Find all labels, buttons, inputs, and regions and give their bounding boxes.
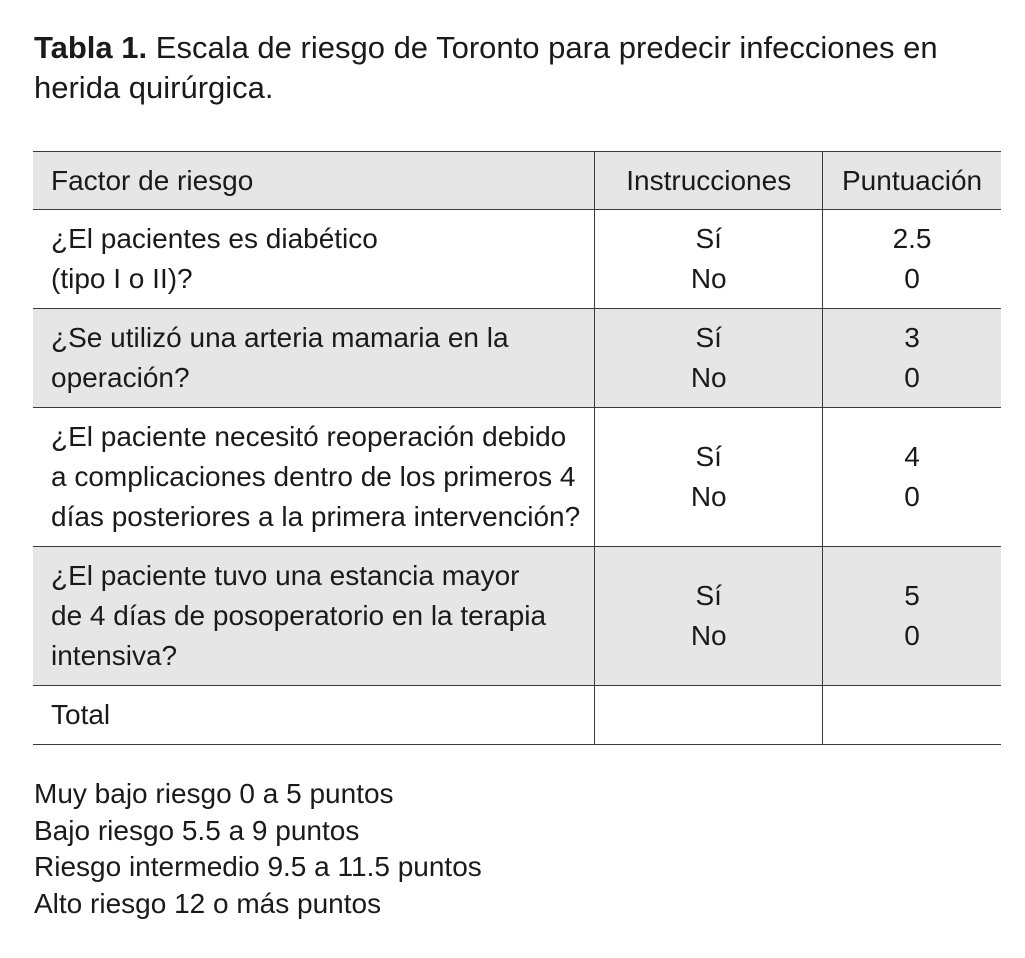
caption-label: Tabla 1.: [34, 30, 148, 65]
instruction-no: No: [690, 263, 727, 294]
header-score: Puntuación: [823, 152, 1001, 210]
instructions-cell: [595, 547, 823, 686]
score-cell: [823, 408, 1001, 547]
score-no: 0: [904, 481, 920, 512]
factor-line: ¿Se utilizó una arteria mamaria en la: [51, 322, 509, 353]
total-score-cell: [823, 686, 1001, 745]
factor-line: intensiva?: [51, 640, 178, 671]
score-yes: 2.5: [892, 223, 932, 254]
factor-cell: [33, 408, 595, 547]
score-yes: 5: [904, 580, 920, 611]
factor-line: ¿El pacientes es diabético: [51, 223, 378, 254]
table-caption: [34, 28, 1009, 108]
factor-cell: [33, 309, 595, 408]
instructions-cell: [595, 210, 823, 309]
instruction-yes: Sí: [695, 322, 722, 353]
legend-item: Muy bajo riesgo 0 a 5 puntos: [34, 778, 394, 809]
instruction-no: No: [690, 481, 727, 512]
score-cell: [823, 210, 1001, 309]
score-cell: [823, 309, 1001, 408]
risk-legend: [34, 776, 482, 922]
factor-line: de 4 días de posoperatorio en la terapia: [51, 600, 547, 631]
caption-text: Escala de riesgo de Toronto para predecir infecciones en herida quirúrgica.: [34, 30, 938, 105]
total-instructions-cell: [595, 686, 823, 745]
toronto-risk-table: [33, 151, 1001, 745]
header-factor: Factor de riesgo: [51, 164, 254, 196]
score-yes: 4: [904, 441, 920, 472]
score-yes: 3: [904, 322, 920, 353]
total-label: Total: [51, 699, 111, 730]
table-row: [33, 210, 1001, 309]
instruction-yes: Sí: [695, 580, 722, 611]
table-row: [33, 547, 1001, 686]
instruction-yes: Sí: [695, 441, 722, 472]
instruction-no: No: [690, 620, 727, 651]
table-row: [33, 309, 1001, 408]
score-no: 0: [904, 263, 920, 294]
factor-line: (tipo I o II)?: [51, 263, 193, 294]
table-header-row: [33, 152, 1001, 210]
factor-line: ¿El paciente tuvo una estancia mayor: [51, 560, 520, 591]
factor-line: días posteriores a la primera intervención?: [51, 501, 581, 532]
instructions-cell: [595, 309, 823, 408]
factor-cell: [33, 547, 595, 686]
legend-item: Bajo riesgo 5.5 a 9 puntos: [34, 814, 360, 846]
instructions-cell: [595, 408, 823, 547]
legend-item: Alto riesgo 12 o más puntos: [34, 887, 382, 919]
factor-line: ¿El paciente necesitó reoperación debido: [51, 421, 567, 452]
table-row: [33, 408, 1001, 547]
instruction-no: No: [690, 362, 727, 393]
factor-cell: [33, 210, 595, 309]
total-row: [33, 686, 1001, 745]
score-cell: [823, 547, 1001, 686]
legend-item: Riesgo intermedio 9.5 a 11.5 puntos: [34, 851, 482, 882]
factor-line: a complicaciones dentro de los primeros 4: [51, 461, 576, 492]
factor-line: operación?: [51, 362, 190, 393]
header-instructions: Instrucciones: [595, 152, 823, 210]
score-no: 0: [904, 362, 920, 393]
score-no: 0: [904, 620, 920, 651]
instruction-yes: Sí: [695, 223, 722, 254]
